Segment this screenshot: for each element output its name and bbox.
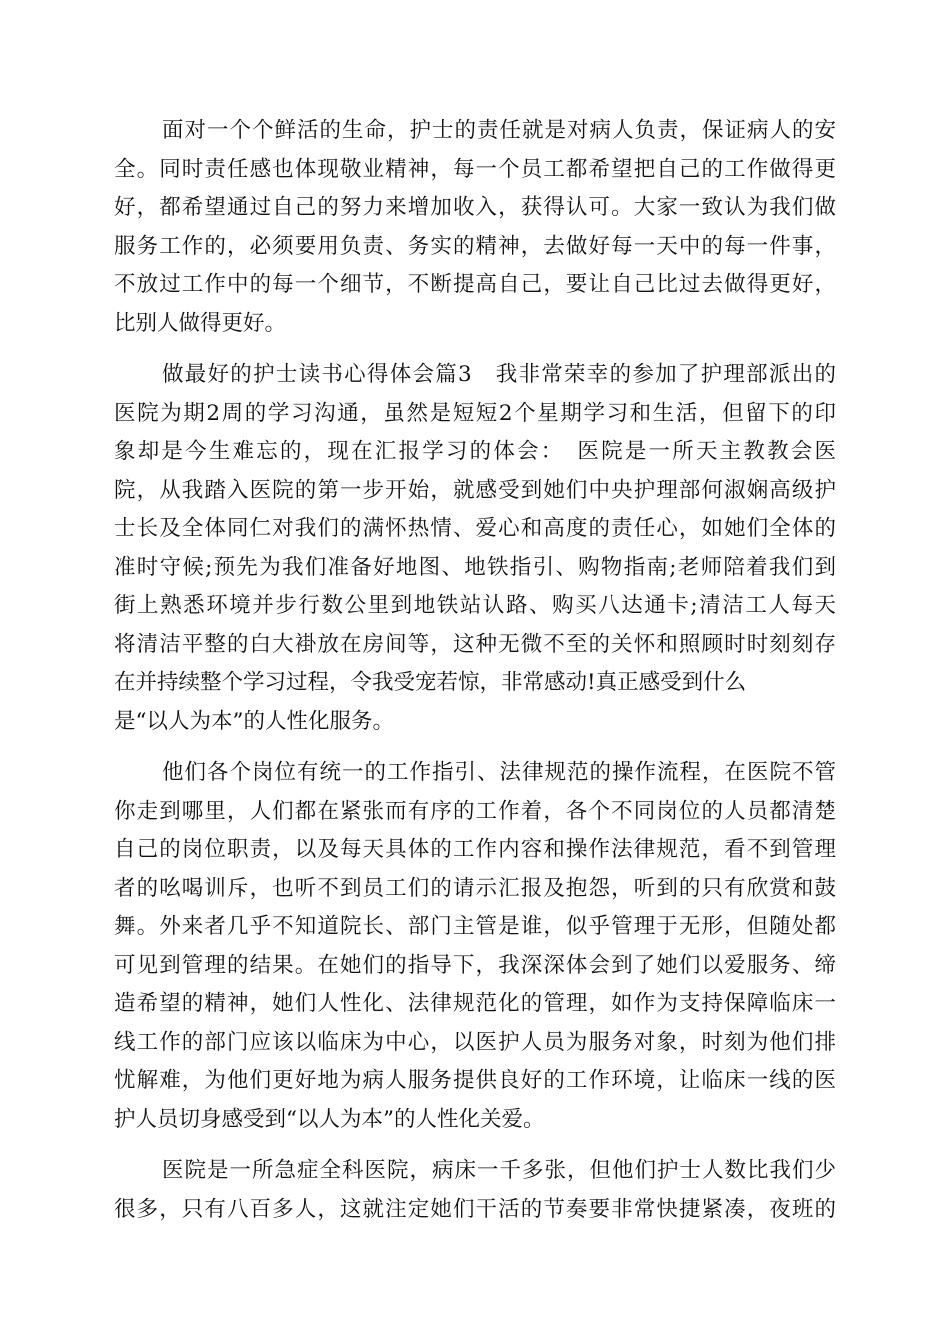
text-line: 街上熟悉环境并步行数公里到地铁站认路、购买八达通卡;清洁工人每天 bbox=[114, 593, 836, 618]
text-line: 将清洁平整的白大褂放在房间等，这种无微不至的关怀和照顾时时刻刻存 bbox=[114, 631, 836, 657]
text-line: 院，从我踏入医院的第一步开始，就感受到她们中央护理部何淑娴高级护 bbox=[114, 477, 836, 503]
text-line: 全。同时责任感也体现敬业精神，每一个员工都希望把自己的工作做得更 bbox=[114, 156, 836, 182]
text-line: 是“以人为本”的人性化服务。 bbox=[114, 708, 394, 734]
text-line: 他们各个岗位有统一的工作指引、法律规范的操作流程，在医院不管 bbox=[162, 760, 836, 785]
text-line: 可见到管理的结果。在她们的指导下，我深深体会到了她们以爱服务、缔 bbox=[114, 952, 836, 978]
text-line: 者的吆喝训斥，也听不到员工们的请示汇报及抱怨，听到的只有欣赏和鼓 bbox=[114, 875, 836, 901]
text-line: 你走到哪里，人们都在紧张而有序的工作着，各个不同岗位的人员都清楚 bbox=[114, 798, 836, 824]
text-line: 造希望的精神，她们人性化、法律规范化的管理，如作为支持保障临床一 bbox=[114, 991, 836, 1016]
text-line: 比别人做得更好。 bbox=[114, 310, 287, 336]
text-line: 很多，只有八百多人，这就注定她们干活的节奏要非常快捷紧凑，夜班的 bbox=[114, 1196, 836, 1222]
text-line: 自己的岗位职责，以及每天具体的工作内容和操作法律规范，看不到管理 bbox=[114, 837, 836, 862]
text-line: 好，都希望通过自己的努力来增加收入，获得认可。大家一致认为我们做 bbox=[114, 195, 836, 220]
text-line: 医院是一所急症全科医院，病床一千多张，但他们护士人数比我们少 bbox=[162, 1158, 836, 1183]
paragraph-3 bbox=[114, 754, 836, 1139]
paragraph-4 bbox=[114, 1152, 836, 1229]
text-line: 士长及全体同仁对我们的满怀热情、爱心和高度的责任心，如她们全体的 bbox=[114, 516, 836, 541]
text-line: 线工作的部门应该以临床为中心，以医护人员为服务对象，时刻为他们排 bbox=[114, 1029, 836, 1055]
paragraph-1 bbox=[114, 112, 836, 343]
text-line: 做最好的护士读书心得体会篇3 我非常荣幸的参加了护理部派出的 bbox=[162, 362, 836, 387]
text-line: 不放过工作中的每一个细节，不断提高自己，要让自己比过去做得更好， bbox=[114, 272, 836, 297]
paragraph-2 bbox=[114, 356, 836, 741]
text-line: 护人员切身感受到“以人为本”的人性化关爱。 bbox=[114, 1106, 545, 1132]
text-line: 服务工作的，必须要用负责、务实的精神，去做好每一天中的每一件事， bbox=[114, 233, 836, 259]
text-line: 象却是今生难忘的，现在汇报学习的体会： 医院是一所天主教教会医 bbox=[114, 439, 836, 464]
text-line: 医院为期2周的学习沟通，虽然是短短2个星期学习和生活，但留下的印 bbox=[114, 400, 836, 426]
text-line: 在并持续整个学习过程，令我受宠若惊，非常感动!真正感受到什么 bbox=[114, 670, 747, 695]
text-line: 面对一个个鲜活的生命，护士的责任就是对病人负责，保证病人的安 bbox=[162, 118, 836, 143]
text-line: 准时守候;预先为我们准备好地图、地铁指引、购物指南;老师陪着我们到 bbox=[114, 554, 836, 580]
text-line: 忧解难，为他们更好地为病人服务提供良好的工作环境，让临床一线的医 bbox=[114, 1068, 836, 1093]
text-line: 舞。外来者几乎不知道院长、部门主管是谁，似乎管理于无形，但随处都 bbox=[114, 914, 836, 939]
